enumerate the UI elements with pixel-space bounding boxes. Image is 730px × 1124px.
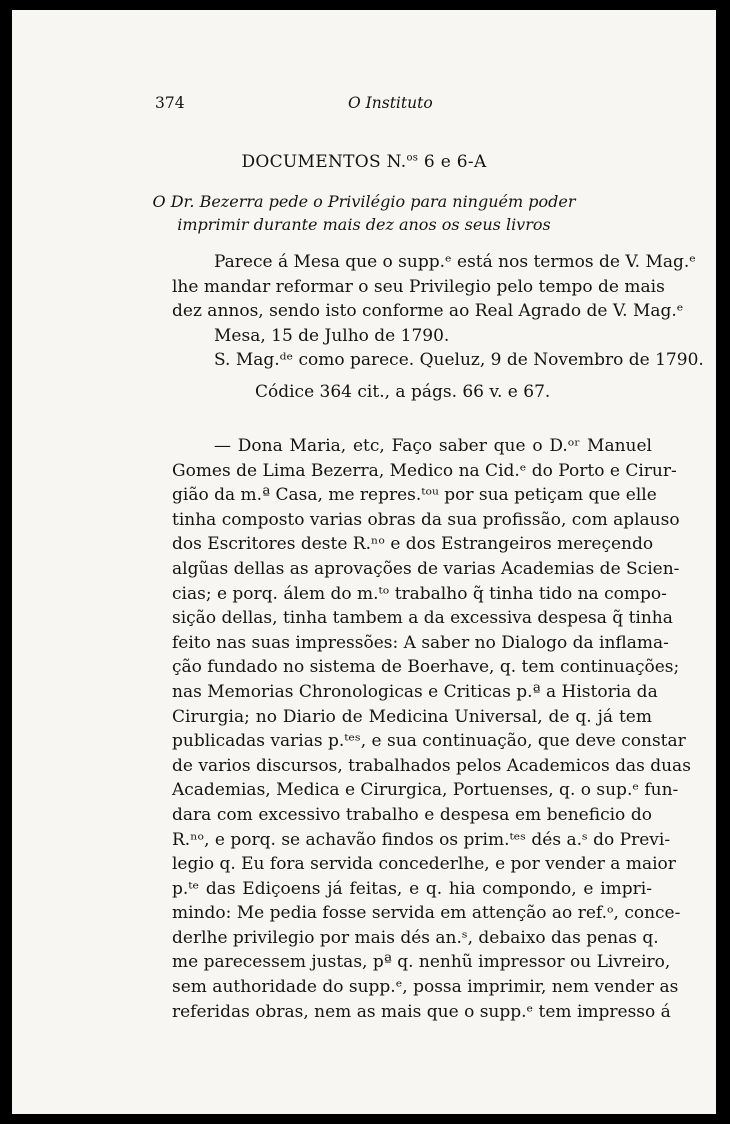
text-line: ção fundado no sistema de Boerhave, q. tem continuações; — [172, 657, 680, 678]
document-title — [12, 152, 716, 172]
document-title-suffix: 6 e 6-A — [418, 152, 487, 172]
text-line: Gomes de Lima Bezerra, Medico na Cid.ᵉ do Porto e Cirur- — [172, 460, 677, 481]
running-title: O Instituto — [348, 94, 433, 112]
text-line: tinha composto varias obras da sua profissão, com aplauso — [172, 509, 680, 530]
document-subtitle — [12, 190, 716, 236]
text-line: lhe mandar reformar o seu Privilegio pelo tempo de mais — [172, 276, 665, 297]
text-line: dez annos, sendo isto conforme ao Real Agrado de V. Mag.ᵉ — [172, 301, 684, 322]
subtitle-line: imprimir durante mais dez anos os seus livros — [177, 215, 551, 234]
text-line: sem authoridade do supp.ᵉ, possa imprimir, nem vender as — [172, 977, 679, 998]
paragraph-royal-decree — [172, 434, 691, 1024]
subtitle-line: O Dr. Bezerra pede o Privilégio para ninguém poder — [152, 192, 576, 211]
citation: Códice 364 cit., a págs. 66 v. e 67. — [255, 382, 551, 402]
text-line: sição dellas, tinha tambem a da excessiva despesa q̃ tinha — [172, 608, 673, 629]
text-line: nas Memorias Chronologicas e Criticas p.ª a Historia da — [172, 681, 658, 702]
text-line: publicadas varias p.ᵗᵉˢ, e sua continuação, que deve constar — [172, 731, 686, 752]
page-number: 374 — [155, 94, 185, 112]
book-page — [12, 10, 716, 1114]
text-line: Mesa, 15 de Julho de 1790. — [214, 325, 450, 346]
text-line: R.ⁿᵒ, e porq. se achavão findos os prim.ᵗᵉˢ dés a.ˢ do Previ- — [172, 829, 671, 850]
text-line: Cirurgia; no Diario de Medicina Universal, de q. já tem — [172, 706, 652, 727]
text-line: algũas dellas as aprovações de varias Academias de Scien- — [172, 558, 680, 579]
text-line: referidas obras, nem as mais que o supp.ᵉ tem impresso á — [172, 1001, 671, 1022]
text-line: p.ᵗᵉ das Ediçoens já feitas, e q. hia compondo, e impri- — [172, 878, 652, 899]
text-line: derlhe privilegio por mais dés an.ˢ, debaixo das penas q. — [172, 927, 659, 948]
text-line: Academias, Medica e Cirurgica, Portuenses, q. o sup.ᵉ fun- — [172, 780, 679, 801]
text-line: S. Mag.ᵈᵉ como parece. Queluz, 9 de Novembro de 1790. — [214, 350, 704, 371]
text-line: gião da m.ª Casa, me repres.ᵗᵒᵘ por sua petiçam que elle — [172, 485, 657, 506]
text-line: de varios discursos, trabalhados pelos Academicos das duas — [172, 755, 691, 776]
text-line: Parece á Mesa que o supp.ᵉ está nos termos de V. Mag.ᵉ — [214, 252, 696, 272]
document-title-superscript: os — [406, 152, 419, 164]
document-title-text: DOCUMENTOS N. — [241, 152, 407, 172]
text-line: mindo: Me pedia fosse servida em attenção ao ref.ᵒ, conce- — [172, 903, 681, 924]
paragraph-mesa-opinion — [172, 250, 704, 373]
text-line: me parecessem justas, pª q. nenhũ impressor ou Livreiro, — [172, 952, 671, 973]
text-line: — Dona Maria, etc, Faço saber que o D.ᵒʳ Manuel — [214, 436, 652, 456]
text-line: cias; e porq. álem do m.ᵗᵒ trabalho q̃ tinha tido na compo- — [172, 583, 667, 604]
text-line: dos Escritores deste R.ⁿᵒ e dos Estrangeiros mereçendo — [172, 534, 654, 555]
text-line: dara com excessivo trabalho e despesa em beneficio do — [172, 804, 652, 825]
text-line: legio q. Eu fora servida concederlhe, e por vender a maior — [172, 854, 676, 875]
text-line: feito nas suas impressões: A saber no Dialogo da inflama- — [172, 632, 669, 653]
